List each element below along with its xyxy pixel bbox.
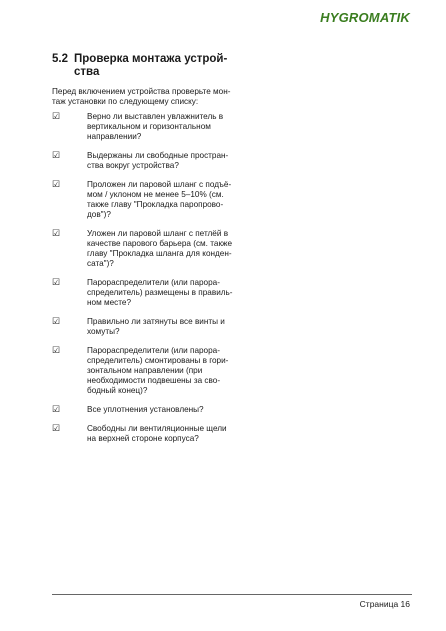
checkbox-checked-icon: ☑ (52, 404, 61, 414)
checklist-item-line: Проложен ли паровой шланг с подъё- (87, 180, 232, 189)
hygromatik-logo (320, 10, 410, 25)
checklist-item (52, 405, 242, 415)
logo-part1: HYGRO (320, 10, 369, 25)
checklist-item-line: хомуты? (87, 327, 120, 336)
checklist-item (52, 424, 242, 444)
checkbox-checked-icon: ☑ (52, 345, 61, 355)
checklist-item-text (87, 180, 242, 220)
checklist-item (52, 112, 242, 142)
checklist-item-line: необходимости подвешены за сво- (87, 376, 221, 385)
checklist-item-line: ства вокруг устройства? (87, 161, 179, 170)
checklist-item-text (87, 151, 242, 171)
checklist-item-line: направлении? (87, 132, 142, 141)
checklist-item-text (87, 424, 242, 444)
checkbox-checked-icon: ☑ (52, 111, 61, 121)
checklist-item-text (87, 229, 242, 269)
checkbox-checked-icon: ☑ (52, 316, 61, 326)
checklist (52, 112, 242, 444)
checklist-item-line: Правильно ли затянуты все винты и (87, 317, 225, 326)
checkbox-checked-icon: ☑ (52, 179, 61, 189)
checklist-item (52, 180, 242, 220)
checklist-item-line: бодный конец)? (87, 386, 148, 395)
checklist-item-line: спределитель) размещены в правиль- (87, 288, 233, 297)
section-title-line2: ства (74, 66, 100, 78)
footer-divider (52, 594, 412, 595)
checklist-item-line: зонтальном направлении (при (87, 366, 203, 375)
intro-line: таж установки по следующему списку: (52, 97, 199, 106)
checklist-item (52, 278, 242, 308)
section-title-line1: Проверка монтажа устрой- (74, 53, 228, 65)
checkbox-checked-icon: ☑ (52, 228, 61, 238)
checklist-item-line: Парораспределители (или парора- (87, 278, 220, 287)
checklist-item-line: вертикальном и горизонтальном (87, 122, 211, 131)
checklist-item-line: мом / уклоном не менее 5–10% (см. (87, 190, 224, 199)
checklist-item-text (87, 278, 242, 308)
section-number: 5.2 (52, 53, 68, 65)
checklist-item-line: Верно ли выставлен увлажнитель в (87, 112, 224, 121)
intro-line: Перед включением устройства проверьте мон- (52, 87, 231, 96)
checklist-item-text (87, 112, 242, 142)
checklist-item (52, 151, 242, 171)
checklist-item-line: Парораспределители (или парора- (87, 346, 220, 355)
intro-paragraph (52, 87, 232, 107)
checkbox-checked-icon: ☑ (52, 150, 61, 160)
checklist-item (52, 346, 242, 396)
checklist-item-line: дов")? (87, 210, 111, 219)
checklist-item-line: главу "Прокладка шланга для конден- (87, 249, 232, 258)
checklist-item-text (87, 317, 242, 337)
page-number: Страница 16 (359, 599, 410, 609)
checklist-item-line: спределитель) смонтированы в гори- (87, 356, 229, 365)
checklist-item-text (87, 346, 242, 396)
checklist-item (52, 229, 242, 269)
checklist-item-text (87, 405, 242, 415)
checklist-item (52, 317, 242, 337)
logo-part2: MATIK (368, 10, 410, 25)
checkbox-checked-icon: ☑ (52, 277, 61, 287)
checkbox-checked-icon: ☑ (52, 423, 61, 433)
checklist-item-line: Уложен ли паровой шланг с петлёй в (87, 229, 229, 238)
checklist-item-line: сата")? (87, 259, 114, 268)
checklist-item-line: на верхней стороне корпуса? (87, 434, 199, 443)
checklist-item-line: Выдержаны ли свободные простран- (87, 151, 229, 160)
checklist-item-line: качестве парового барьера (см. также (87, 239, 233, 248)
checklist-item-line: также главу "Прокладка паропрово- (87, 200, 224, 209)
checklist-item-line: Свободны ли вентиляционные щели (87, 424, 227, 433)
checklist-item-line: Все уплотнения установлены? (87, 405, 204, 414)
section-title (52, 53, 242, 79)
checklist-item-line: ном месте? (87, 298, 132, 307)
